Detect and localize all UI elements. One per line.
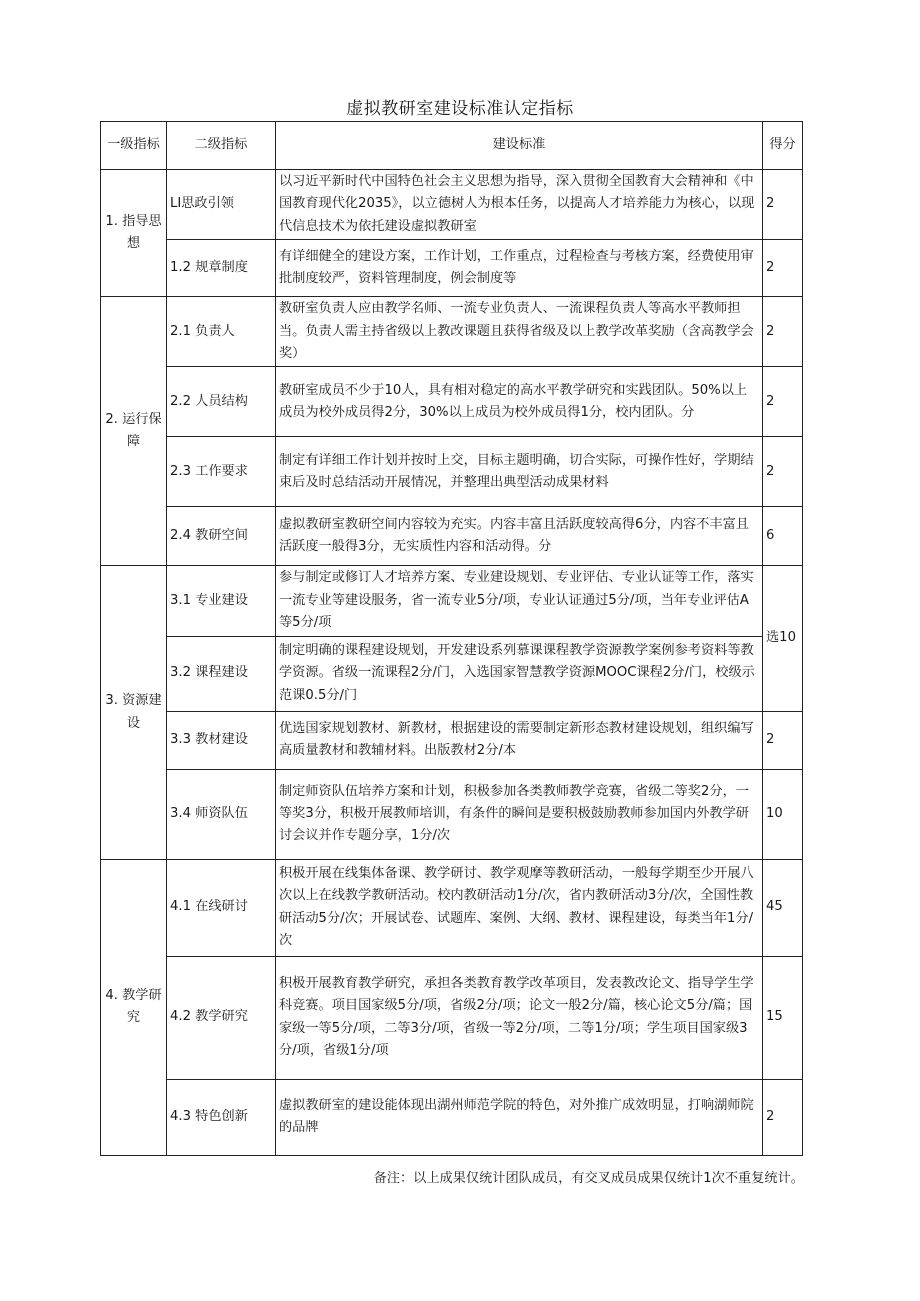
standard-cell: 教研室成员不少于10人，具有相对稳定的高水平教学研究和实践团队。50%以上成员为校外成员得2分，30%以上成员为校外成员得1分，校内团队。分 xyxy=(276,367,763,437)
level2-cell: 3.4 师资队伍 xyxy=(167,769,276,859)
level2-cell: 3.2 课程建设 xyxy=(167,636,276,711)
page-title: 虚拟教研室建设标准认定指标 xyxy=(346,99,574,119)
level2-cell: 4.2 教学研究 xyxy=(167,956,276,1079)
level1-cell: 1. 指导思想 xyxy=(101,170,167,297)
score-cell: 6 xyxy=(763,507,803,566)
standard-cell: 优选国家规划教材、新教材，根据建设的需要制定新形态教材建设规划，组织编写高质量教材和教辅材料。出版教材2分/本 xyxy=(276,711,763,769)
header-standard: 建设标准 xyxy=(276,122,763,170)
table-header-row xyxy=(101,122,803,170)
level2-cell: 3.3 教材建设 xyxy=(167,711,276,769)
standard-cell: 教研室负责人应由教学名师、一流专业负责人、一流课程负责人等高水平教师担当。负责人需主持省级以上教改课题且获得省级及以上教学改革奖励（含高教学会奖） xyxy=(276,297,763,367)
table-row xyxy=(101,170,803,240)
standard-cell: 参与制定或修订人才培养方案、专业建设规划、专业评估、专业认证等工作，落实一流专业等建设服务，省一流专业5分/项，专业认证通过5分/项，当年专业评估A等5分/项 xyxy=(276,566,763,636)
level2-cell: 2.3 工作要求 xyxy=(167,437,276,507)
table-row xyxy=(101,956,803,1079)
score-cell: 2 xyxy=(763,367,803,437)
score-cell: 2 xyxy=(763,437,803,507)
score-cell: 45 xyxy=(763,859,803,956)
standard-cell: 制定明确的课程建设规划，开发建设系列慕课课程教学资源教学案例参考资料等教学资源。省级一流课程2分/门，入选国家智慧教学资源MOOC课程2分/门，校级示范课0.5分/门 xyxy=(276,636,763,711)
table-row xyxy=(101,297,803,367)
table-row xyxy=(101,1079,803,1155)
header-level1: 一级指标 xyxy=(101,122,167,170)
standard-cell: 虚拟教研室教研空间内容较为充实。内容丰富且活跃度较高得6分，内容不丰富且活跃度一般得3分，无实质性内容和活动得。分 xyxy=(276,507,763,566)
score-cell: 2 xyxy=(763,1079,803,1155)
score-cell: 10 xyxy=(763,769,803,859)
level2-cell: 1.2 规章制度 xyxy=(167,240,276,297)
level1-cell: 4. 教学研究 xyxy=(101,859,167,1155)
table-row xyxy=(101,711,803,769)
level2-cell: LI思政引领 xyxy=(167,170,276,240)
table-row xyxy=(101,566,803,636)
score-cell: 15 xyxy=(763,956,803,1079)
table-row xyxy=(101,367,803,437)
level2-cell: 2.2 人员结构 xyxy=(167,367,276,437)
score-cell: 2 xyxy=(763,297,803,367)
level2-cell: 4.3 特色创新 xyxy=(167,1079,276,1155)
standard-cell: 制定有详细工作计划并按时上交，目标主题明确，切合实际，可操作性好，学期结束后及时总结活动开展情况，并整理出典型活动成果材料 xyxy=(276,437,763,507)
level2-cell: 2.4 教研空间 xyxy=(167,507,276,566)
level2-cell: 2.1 负责人 xyxy=(167,297,276,367)
standard-cell: 积极开展教育教学研究，承担各类教育教学改革项目，发表教改论文、指导学生学科竞赛。项目国家级5分/项，省级2分/项；论文一般2分/篇，核心论文5分/篇；国家级一等5分/项，二等3分/项，省级一等2分/项，二等1分/项；学生项目国家级3分/项，省级1分/项 xyxy=(276,956,763,1079)
table-row xyxy=(101,507,803,566)
score-cell: 2 xyxy=(763,240,803,297)
level1-cell: 3. 资源建设 xyxy=(101,566,167,859)
level2-cell: 3.1 专业建设 xyxy=(167,566,276,636)
table-row xyxy=(101,769,803,859)
footnote: 备注：以上成果仅统计团队成员，有交叉成员成果仅统计1次不重复统计。 xyxy=(373,1171,804,1186)
score-cell: 2 xyxy=(763,170,803,240)
standard-cell: 虚拟教研室的建设能体现出湖州师范学院的特色，对外推广成效明显，打响湖师院的品牌 xyxy=(276,1079,763,1155)
score-cell: 2 xyxy=(763,711,803,769)
level2-cell: 4.1 在线研讨 xyxy=(167,859,276,956)
table-row xyxy=(101,636,803,711)
standard-cell: 制定师资队伍培养方案和计划，积极参加各类教师教学竞赛，省级二等奖2分，一等奖3分，积极开展教师培训，有条件的瞬间是要积极鼓励教师参加国内外教学研讨会议并作专题分享，1分/次 xyxy=(276,769,763,859)
table-row xyxy=(101,859,803,956)
level1-cell: 2. 运行保障 xyxy=(101,297,167,566)
standards-table xyxy=(100,121,803,1156)
header-score: 得分 xyxy=(763,122,803,170)
score-cell-merged: 选10 xyxy=(763,566,803,711)
standard-cell: 以习近平新时代中国特色社会主义思想为指导，深入贯彻全国教育大会精神和《中国教育现代化2035》，以立德树人为根本任务，以提高人才培养能力为核心，以现代信息技术为依托建设虚拟教研室 xyxy=(276,170,763,240)
table-row xyxy=(101,240,803,297)
standard-cell: 积极开展在线集体备课、教学研讨、教学观摩等教研活动，一般每学期至少开展八次以上在线教学教研活动。校内教研活动1分/次，省内教研活动3分/次，全国性教研活动5分/次；开展试卷、试题库、案例、大纲、教材、课程建设，每类当年1分/次 xyxy=(276,859,763,956)
table-row xyxy=(101,437,803,507)
header-level2: 二级指标 xyxy=(167,122,276,170)
standard-cell: 有详细健全的建设方案，工作计划，工作重点，过程检查与考核方案，经费使用审批制度较严，资料管理制度，例会制度等 xyxy=(276,240,763,297)
